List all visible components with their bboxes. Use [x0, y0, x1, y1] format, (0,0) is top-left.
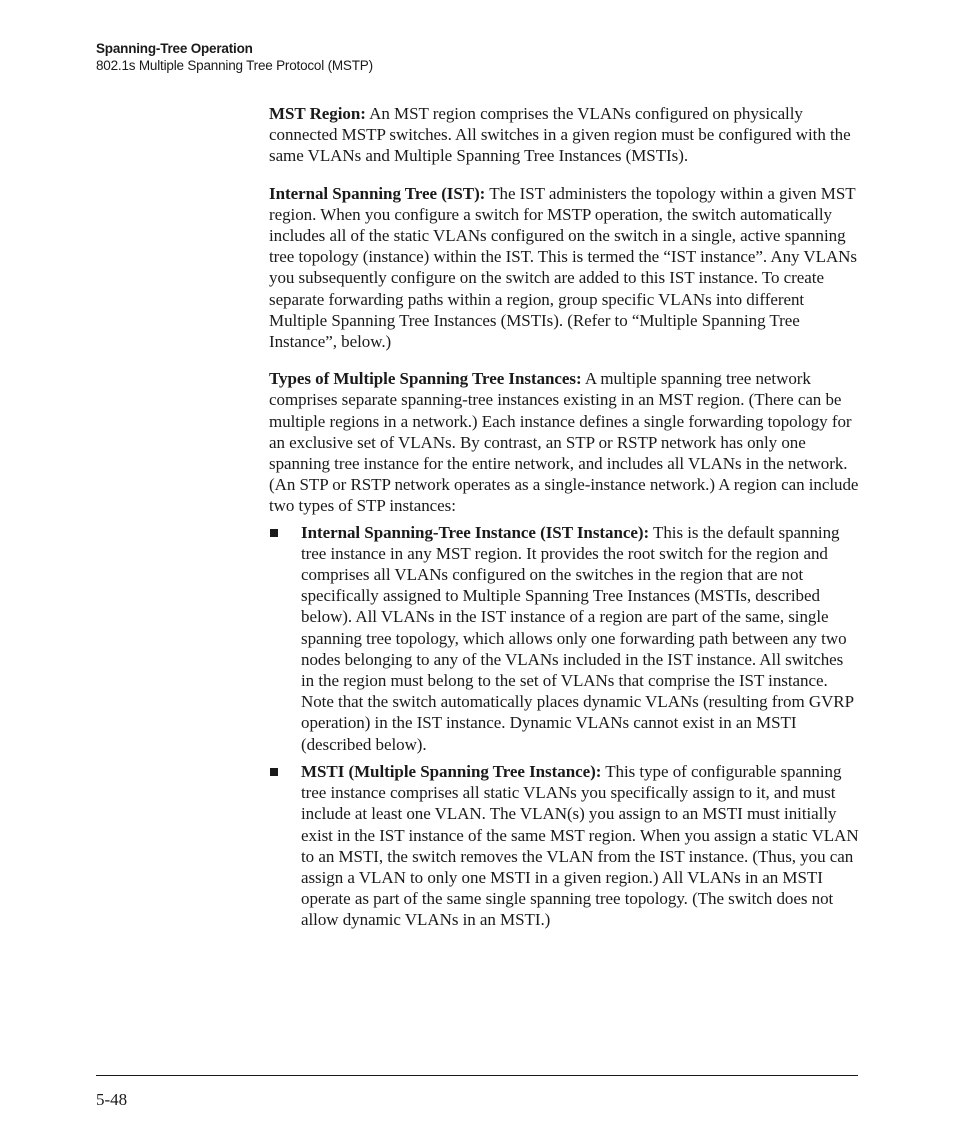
running-header-section: 802.1s Multiple Spanning Tree Protocol (MSTP) — [96, 58, 373, 73]
list-item-ist-instance — [269, 522, 859, 755]
list-item-text: This type of configurable spanning tree instance comprises all static VLANs you specifically assign to it, and must include at least one VLAN. The VLAN(s) you assign to an MSTI must initially exist in the IST instance of the same MST region. When you assign a static VLAN to an MSTI, the switch removes the VLAN from the IST instance. (Thus, you can assign a VLAN to only one MSTI in a given region.) All VLANs in an MSTI operate as part of the same single spanning tree topology. (The switch does not allow dynamic VLANs in an MSTI.) — [301, 761, 859, 930]
list-item-msti — [269, 761, 859, 931]
square-bullet-icon — [270, 529, 278, 537]
term-ist-instance: Internal Spanning-Tree Instance (IST Instance): — [301, 522, 650, 542]
main-content — [269, 103, 859, 937]
paragraph-instance-types — [269, 368, 859, 516]
page-number: 5-48 — [96, 1090, 128, 1109]
paragraph-internal-spanning-tree — [269, 183, 859, 353]
running-header-chapter: Spanning-Tree Operation — [96, 41, 253, 56]
paragraph-mst-region — [269, 103, 859, 167]
list-item-text: This is the default spanning tree instance in any MST region. It provides the root switch for the region and comprises all VLANs configured on the switches in the region that are not specifically assigned to Multiple Spanning Tree Instances (MSTIs, described below). All VLANs in the IST instance of a region are part of the same, single spanning tree topology, which allows only one forwarding path between any two nodes belonging to any of the VLANs included in the IST instance. All switches in the region must belong to the set of VLANs that comprise the IST instance. Note that the switch automatically places dynamic VLANs (resulting from GVRP operation) in the IST instance. Dynamic VLANs cannot exist in an MSTI (described below). — [301, 522, 854, 754]
term-mst-region: MST Region: — [269, 104, 366, 123]
square-bullet-icon — [270, 768, 278, 776]
paragraph-text: The IST administers the topology within a given MST region. When you configure a switch for MSTP operation, the switch automatically includes all of the static VLANs configured on the switch in a single, active spanning tree topology (instance) within the IST. This is termed the “IST instance”. Any VLANs you subsequently configure on the switch are added to this IST instance. To create separate forwarding paths within a region, group specific VLANs into different Multiple Spanning Tree Instances (MSTIs). (Refer to “Multiple Spanning Tree Instance”, below.) — [269, 183, 857, 352]
instance-type-list — [269, 522, 859, 931]
paragraph-text: An MST region comprises the VLANs configured on physically connected MSTP switches. All switches in a given region must be configured with the same VLANs and Multiple Spanning Tree Instances (MSTIs). — [269, 104, 851, 166]
term-instance-types: Types of Multiple Spanning Tree Instances: — [269, 369, 582, 389]
footer-divider — [96, 1075, 858, 1076]
term-internal-spanning-tree: Internal Spanning Tree (IST): — [269, 183, 486, 203]
term-msti: MSTI (Multiple Spanning Tree Instance): — [301, 761, 602, 781]
paragraph-text: A multiple spanning tree network comprises separate spanning-tree instances existing in an MST region. (There can be multiple regions in a network.) Each instance defines a single forwarding topology for an exclusive set of VLANs. By contrast, an STP or RSTP network has only one spanning tree instance for the entire network, and includes all VLANs in the network. (An STP or RSTP network operates as a single-instance network.) A region can include two types of STP instances: — [269, 369, 859, 516]
